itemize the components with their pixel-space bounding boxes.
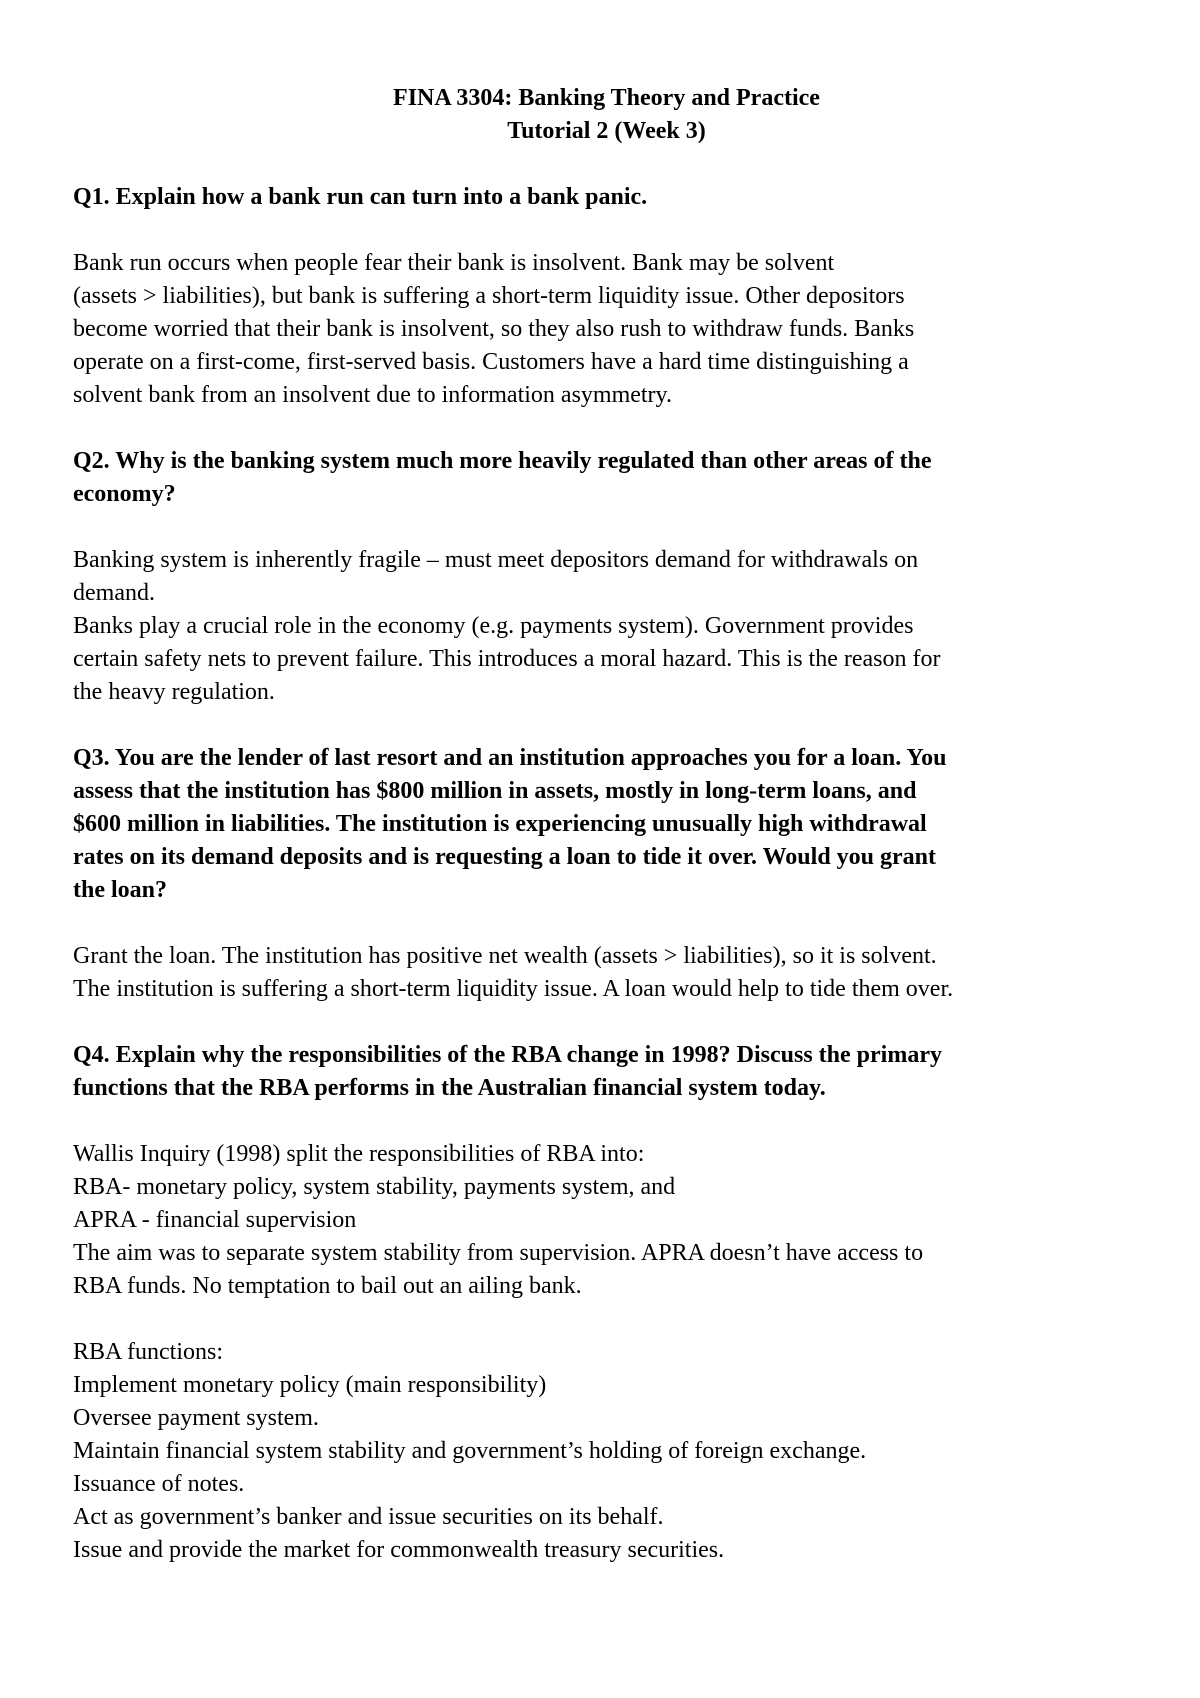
question-line: Q1. Explain how a bank run can turn into a bank panic. <box>73 184 648 210</box>
rba-function-item: Act as government’s banker and issue securities on its behalf. <box>73 1504 664 1530</box>
answer-line: the heavy regulation. <box>73 679 275 705</box>
question-line: Q4. Explain why the responsibilities of the RBA change in 1998? Discuss the primary <box>73 1042 942 1068</box>
answer-line: demand. <box>73 580 155 606</box>
answer-1 <box>73 247 1140 412</box>
answer-4 <box>73 1138 1140 1303</box>
rba-functions <box>73 1336 1140 1567</box>
document-title: FINA 3304: Banking Theory and Practice <box>393 85 820 111</box>
document-header <box>73 82 1140 148</box>
answer-line: Banking system is inherently fragile – must meet depositors demand for withdrawals on <box>73 547 919 573</box>
question-line: functions that the RBA performs in the Australian financial system today. <box>73 1075 826 1101</box>
question-4 <box>73 1039 1140 1105</box>
answer-2 <box>73 544 1140 709</box>
question-line: economy? <box>73 481 176 507</box>
answer-line: Wallis Inquiry (1998) split the responsibilities of RBA into: <box>73 1141 645 1167</box>
question-line: assess that the institution has $800 million in assets, mostly in long-term loans, and <box>73 778 917 804</box>
rba-function-item: Maintain financial system stability and government’s holding of foreign exchange. <box>73 1438 867 1464</box>
answer-line: operate on a first-come, first-served basis. Customers have a hard time distinguishing a <box>73 349 909 375</box>
rba-function-item: Oversee payment system. <box>73 1405 319 1431</box>
document-subtitle: Tutorial 2 (Week 3) <box>507 118 706 144</box>
question-line: $600 million in liabilities. The institution is experiencing unusually high withdrawal <box>73 811 927 837</box>
question-1-section <box>73 181 1140 412</box>
answer-3 <box>73 940 1140 1006</box>
question-line: Q3. You are the lender of last resort and an institution approaches you for a loan. You <box>73 745 947 771</box>
answer-line: The institution is suffering a short-term liquidity issue. A loan would help to tide them over. <box>73 976 954 1002</box>
rba-functions-heading: RBA functions: <box>73 1339 224 1365</box>
question-3 <box>73 742 1140 907</box>
answer-line: Grant the loan. The institution has positive net wealth (assets > liabilities), so it is solvent. <box>73 943 937 969</box>
answer-line: become worried that their bank is insolvent, so they also rush to withdraw funds. Banks <box>73 316 915 342</box>
answer-line: APRA - financial supervision <box>73 1207 357 1233</box>
answer-line: The aim was to separate system stability from supervision. APRA doesn’t have access to <box>73 1240 924 1266</box>
rba-function-item: Implement monetary policy (main responsibility) <box>73 1372 547 1398</box>
rba-function-item: Issuance of notes. <box>73 1471 245 1497</box>
question-line: Q2. Why is the banking system much more heavily regulated than other areas of the <box>73 448 932 474</box>
answer-line: (assets > liabilities), but bank is suffering a short-term liquidity issue. Other depositors <box>73 283 905 309</box>
question-line: the loan? <box>73 877 168 903</box>
answer-line: RBA funds. No temptation to bail out an ailing bank. <box>73 1273 582 1299</box>
question-3-section <box>73 742 1140 1006</box>
answer-line: solvent bank from an insolvent due to information asymmetry. <box>73 382 672 408</box>
question-line: rates on its demand deposits and is requesting a loan to tide it over. Would you grant <box>73 844 937 870</box>
answer-line: certain safety nets to prevent failure. This introduces a moral hazard. This is the reason for <box>73 646 941 672</box>
question-2 <box>73 445 1140 511</box>
answer-line: Banks play a crucial role in the economy (e.g. payments system). Government provides <box>73 613 914 639</box>
rba-function-item: Issue and provide the market for commonwealth treasury securities. <box>73 1537 725 1563</box>
question-2-section <box>73 445 1140 709</box>
question-4-section <box>73 1039 1140 1567</box>
answer-line: Bank run occurs when people fear their bank is insolvent. Bank may be solvent <box>73 250 835 276</box>
question-1 <box>73 181 1140 214</box>
answer-line: RBA- monetary policy, system stability, payments system, and <box>73 1174 676 1200</box>
